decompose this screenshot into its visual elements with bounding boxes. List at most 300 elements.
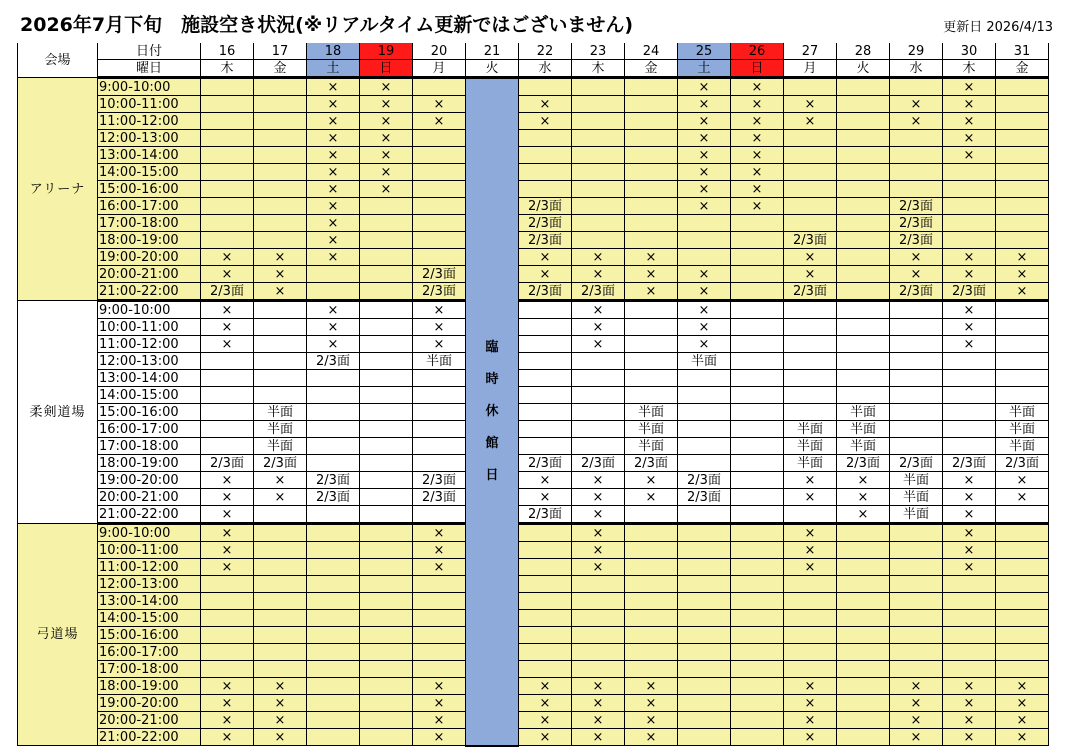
availability-cell <box>307 542 360 559</box>
day-weekday: 月 <box>413 60 466 78</box>
table-row <box>18 661 1049 678</box>
availability-cell <box>572 627 625 644</box>
availability-cell <box>996 215 1049 232</box>
day-weekday: 木 <box>943 60 996 78</box>
availability-cell <box>519 147 572 164</box>
availability-cell: × <box>572 266 625 283</box>
availability-cell: × <box>678 301 731 319</box>
availability-cell <box>784 198 837 215</box>
availability-cell: × <box>996 678 1049 695</box>
availability-cell: 半面 <box>625 404 678 421</box>
availability-cell <box>572 232 625 249</box>
availability-cell <box>572 215 625 232</box>
availability-cell <box>784 627 837 644</box>
availability-cell <box>731 627 784 644</box>
availability-cell: × <box>625 712 678 729</box>
time-slot: 10:00-11:00 <box>98 319 201 336</box>
availability-cell <box>784 319 837 336</box>
availability-cell: 2/3面 <box>307 472 360 489</box>
availability-cell <box>413 421 466 438</box>
availability-cell <box>201 78 254 96</box>
availability-cell <box>519 387 572 404</box>
availability-cell: × <box>519 695 572 712</box>
day-date: 20 <box>413 43 466 60</box>
availability-cell: 2/3面 <box>413 472 466 489</box>
availability-cell <box>678 729 731 746</box>
day-weekday: 月 <box>784 60 837 78</box>
time-slot: 9:00-10:00 <box>98 78 201 96</box>
availability-cell: × <box>572 336 625 353</box>
time-slot: 13:00-14:00 <box>98 370 201 387</box>
availability-cell: 2/3面 <box>519 232 572 249</box>
time-slot: 15:00-16:00 <box>98 627 201 644</box>
closed-day-char: 休 <box>485 403 499 419</box>
availability-cell: × <box>413 524 466 542</box>
availability-cell: × <box>996 283 1049 301</box>
availability-cell <box>731 644 784 661</box>
availability-cell: × <box>572 712 625 729</box>
availability-cell <box>837 695 890 712</box>
availability-cell <box>413 438 466 455</box>
time-slot: 14:00-15:00 <box>98 610 201 627</box>
availability-cell <box>254 147 307 164</box>
availability-cell <box>890 147 943 164</box>
availability-cell: 2/3面 <box>572 455 625 472</box>
availability-cell <box>413 215 466 232</box>
availability-cell <box>201 113 254 130</box>
availability-cell <box>890 593 943 610</box>
availability-cell: × <box>943 695 996 712</box>
availability-cell <box>413 576 466 593</box>
availability-cell: × <box>572 729 625 746</box>
availability-cell: × <box>572 301 625 319</box>
availability-cell <box>625 198 678 215</box>
availability-cell: × <box>519 472 572 489</box>
availability-cell <box>360 319 413 336</box>
availability-cell: × <box>943 542 996 559</box>
availability-cell: × <box>678 336 731 353</box>
availability-cell <box>731 695 784 712</box>
availability-cell <box>890 644 943 661</box>
availability-cell: × <box>254 489 307 506</box>
time-slot: 19:00-20:00 <box>98 249 201 266</box>
availability-cell <box>890 181 943 198</box>
day-weekday: 水 <box>519 60 572 78</box>
availability-cell <box>996 559 1049 576</box>
availability-cell: × <box>254 283 307 301</box>
availability-cell <box>784 506 837 524</box>
availability-cell <box>572 181 625 198</box>
table-row <box>18 421 1049 438</box>
availability-cell: × <box>784 678 837 695</box>
venue-header: 会場 <box>18 43 98 78</box>
availability-cell <box>784 404 837 421</box>
availability-cell: 2/3面 <box>784 283 837 301</box>
availability-cell <box>996 78 1049 96</box>
availability-cell <box>837 96 890 113</box>
availability-cell: × <box>784 712 837 729</box>
day-weekday: 金 <box>996 60 1049 78</box>
availability-cell: 半面 <box>254 404 307 421</box>
availability-cell <box>731 506 784 524</box>
availability-cell: × <box>307 215 360 232</box>
availability-cell <box>254 130 307 147</box>
availability-cell: 2/3面 <box>519 215 572 232</box>
day-weekday: 火 <box>837 60 890 78</box>
availability-cell <box>572 198 625 215</box>
availability-cell <box>996 387 1049 404</box>
availability-cell <box>360 489 413 506</box>
availability-cell: 2/3面 <box>837 455 890 472</box>
day-weekday: 土 <box>678 60 731 78</box>
availability-cell <box>784 387 837 404</box>
availability-cell: × <box>360 113 413 130</box>
availability-cell: × <box>784 729 837 746</box>
availability-cell <box>254 353 307 370</box>
availability-cell <box>625 78 678 96</box>
availability-cell <box>519 438 572 455</box>
availability-cell <box>731 559 784 576</box>
availability-cell <box>254 96 307 113</box>
availability-cell <box>784 576 837 593</box>
availability-cell <box>731 455 784 472</box>
availability-cell: × <box>413 678 466 695</box>
time-slot: 18:00-19:00 <box>98 232 201 249</box>
availability-cell <box>678 438 731 455</box>
availability-cell: 半面 <box>784 421 837 438</box>
availability-cell <box>413 387 466 404</box>
availability-cell <box>254 593 307 610</box>
availability-cell: × <box>254 695 307 712</box>
availability-cell <box>784 130 837 147</box>
availability-cell <box>784 147 837 164</box>
availability-cell <box>837 370 890 387</box>
availability-cell <box>201 593 254 610</box>
availability-cell <box>784 181 837 198</box>
availability-cell <box>996 661 1049 678</box>
availability-cell: × <box>996 489 1049 506</box>
availability-cell <box>996 506 1049 524</box>
availability-cell <box>784 301 837 319</box>
availability-cell: × <box>307 164 360 181</box>
availability-cell: × <box>943 130 996 147</box>
availability-cell <box>731 232 784 249</box>
availability-cell <box>731 387 784 404</box>
availability-cell <box>360 370 413 387</box>
availability-cell <box>307 421 360 438</box>
availability-cell: 2/3面 <box>943 283 996 301</box>
availability-cell <box>360 249 413 266</box>
availability-cell: × <box>413 559 466 576</box>
availability-cell <box>519 301 572 319</box>
availability-cell <box>360 215 413 232</box>
availability-cell: × <box>519 113 572 130</box>
availability-cell <box>201 181 254 198</box>
availability-cell <box>784 610 837 627</box>
page-title: 2026年7月下旬 施設空き状況(※リアルタイム更新ではございません) <box>20 14 634 36</box>
availability-cell <box>572 421 625 438</box>
time-slot: 18:00-19:00 <box>98 455 201 472</box>
availability-cell: × <box>201 266 254 283</box>
time-slot: 10:00-11:00 <box>98 96 201 113</box>
availability-cell <box>625 215 678 232</box>
table-row <box>18 627 1049 644</box>
availability-cell <box>837 283 890 301</box>
availability-cell <box>837 164 890 181</box>
availability-cell <box>254 215 307 232</box>
availability-cell <box>519 164 572 181</box>
availability-cell <box>625 610 678 627</box>
availability-cell <box>943 353 996 370</box>
availability-cell <box>625 336 678 353</box>
table-row <box>18 78 1049 96</box>
availability-cell <box>678 232 731 249</box>
availability-cell: 2/3面 <box>890 232 943 249</box>
availability-cell <box>307 576 360 593</box>
availability-cell: 2/3面 <box>890 283 943 301</box>
availability-cell: 半面 <box>625 438 678 455</box>
availability-cell <box>731 712 784 729</box>
availability-cell <box>731 542 784 559</box>
availability-cell <box>201 370 254 387</box>
availability-cell: × <box>943 729 996 746</box>
availability-cell <box>254 232 307 249</box>
availability-cell: × <box>625 472 678 489</box>
availability-cell: × <box>307 336 360 353</box>
day-date: 18 <box>307 43 360 60</box>
availability-cell <box>890 301 943 319</box>
availability-cell <box>360 542 413 559</box>
availability-cell <box>360 353 413 370</box>
availability-cell <box>201 387 254 404</box>
availability-cell <box>837 130 890 147</box>
availability-cell <box>307 404 360 421</box>
availability-cell <box>837 542 890 559</box>
availability-cell <box>254 524 307 542</box>
availability-cell: 半面 <box>837 404 890 421</box>
availability-cell: × <box>996 249 1049 266</box>
availability-cell <box>201 215 254 232</box>
availability-cell <box>731 336 784 353</box>
availability-cell <box>678 404 731 421</box>
availability-cell <box>519 404 572 421</box>
availability-cell: × <box>784 559 837 576</box>
availability-cell: × <box>784 695 837 712</box>
day-weekday: 日 <box>360 60 413 78</box>
availability-cell <box>254 661 307 678</box>
time-slot: 10:00-11:00 <box>98 542 201 559</box>
availability-cell <box>307 678 360 695</box>
availability-cell <box>201 353 254 370</box>
table-row <box>18 283 1049 301</box>
availability-cell: × <box>201 249 254 266</box>
availability-cell <box>625 301 678 319</box>
availability-cell: 2/3面 <box>572 283 625 301</box>
availability-cell: × <box>678 164 731 181</box>
availability-cell <box>996 198 1049 215</box>
availability-cell: × <box>307 113 360 130</box>
availability-cell <box>943 576 996 593</box>
availability-cell: 2/3面 <box>784 232 837 249</box>
availability-cell <box>943 164 996 181</box>
availability-cell <box>201 404 254 421</box>
availability-cell: × <box>784 96 837 113</box>
availability-cell: × <box>201 301 254 319</box>
availability-cell <box>519 421 572 438</box>
availability-cell <box>996 96 1049 113</box>
availability-cell <box>996 130 1049 147</box>
time-slot: 13:00-14:00 <box>98 593 201 610</box>
availability-cell <box>678 387 731 404</box>
availability-cell <box>360 387 413 404</box>
availability-cell <box>731 249 784 266</box>
availability-cell: × <box>307 301 360 319</box>
availability-cell: × <box>201 472 254 489</box>
availability-cell <box>254 576 307 593</box>
time-slot: 9:00-10:00 <box>98 301 201 319</box>
availability-cell <box>731 301 784 319</box>
availability-cell <box>943 610 996 627</box>
availability-cell: 半面 <box>996 438 1049 455</box>
availability-cell <box>731 438 784 455</box>
availability-cell <box>254 78 307 96</box>
availability-cell: × <box>254 678 307 695</box>
closed-day-column <box>466 78 519 746</box>
availability-cell <box>678 678 731 695</box>
availability-cell <box>519 130 572 147</box>
table-row <box>18 130 1049 147</box>
availability-cell: 2/3面 <box>201 455 254 472</box>
availability-cell: × <box>307 319 360 336</box>
availability-cell: × <box>731 96 784 113</box>
availability-cell <box>254 644 307 661</box>
closed-day-char: 時 <box>485 371 499 387</box>
availability-cell <box>360 198 413 215</box>
availability-cell <box>625 542 678 559</box>
availability-cell <box>837 729 890 746</box>
availability-cell: × <box>413 301 466 319</box>
availability-cell: × <box>360 181 413 198</box>
availability-cell <box>784 78 837 96</box>
table-row <box>18 610 1049 627</box>
availability-cell: 2/3面 <box>413 283 466 301</box>
availability-cell: 2/3面 <box>519 455 572 472</box>
day-date: 22 <box>519 43 572 60</box>
table-row <box>18 524 1049 542</box>
day-date: 30 <box>943 43 996 60</box>
availability-cell: × <box>731 78 784 96</box>
availability-cell <box>254 387 307 404</box>
availability-cell: × <box>678 78 731 96</box>
time-slot: 11:00-12:00 <box>98 559 201 576</box>
availability-cell <box>943 232 996 249</box>
availability-cell <box>890 130 943 147</box>
availability-cell <box>731 661 784 678</box>
time-slot: 21:00-22:00 <box>98 506 201 524</box>
availability-cell <box>890 576 943 593</box>
availability-cell: × <box>678 130 731 147</box>
table-row <box>18 729 1049 746</box>
availability-cell: × <box>572 506 625 524</box>
availability-cell <box>519 593 572 610</box>
availability-cell <box>254 336 307 353</box>
availability-cell <box>837 319 890 336</box>
availability-cell <box>625 370 678 387</box>
availability-cell: × <box>943 266 996 283</box>
availability-cell: × <box>254 729 307 746</box>
availability-cell <box>413 370 466 387</box>
availability-cell: × <box>625 266 678 283</box>
table-row <box>18 181 1049 198</box>
availability-cell <box>307 712 360 729</box>
availability-cell <box>731 472 784 489</box>
weekday-header: 曜日 <box>98 60 201 78</box>
day-weekday: 日 <box>731 60 784 78</box>
availability-cell: × <box>784 472 837 489</box>
table-body <box>18 43 1049 746</box>
availability-cell <box>360 661 413 678</box>
table-row <box>18 96 1049 113</box>
time-slot: 12:00-13:00 <box>98 576 201 593</box>
day-date: 24 <box>625 43 678 60</box>
table-row <box>18 387 1049 404</box>
availability-cell: × <box>307 181 360 198</box>
table-row <box>18 438 1049 455</box>
availability-cell <box>625 353 678 370</box>
availability-cell <box>890 627 943 644</box>
availability-cell <box>519 353 572 370</box>
availability-cell <box>678 593 731 610</box>
availability-cell: × <box>943 249 996 266</box>
availability-cell: × <box>572 472 625 489</box>
time-slot: 20:00-21:00 <box>98 712 201 729</box>
time-slot: 19:00-20:00 <box>98 472 201 489</box>
availability-cell: × <box>307 96 360 113</box>
availability-cell <box>837 336 890 353</box>
time-slot: 12:00-13:00 <box>98 353 201 370</box>
availability-cell: × <box>784 542 837 559</box>
availability-cell <box>943 181 996 198</box>
availability-cell <box>201 610 254 627</box>
availability-cell <box>731 319 784 336</box>
availability-cell <box>678 506 731 524</box>
availability-cell <box>625 506 678 524</box>
day-date: 23 <box>572 43 625 60</box>
availability-cell <box>837 644 890 661</box>
availability-cell <box>307 593 360 610</box>
availability-cell <box>678 215 731 232</box>
time-slot: 15:00-16:00 <box>98 181 201 198</box>
availability-cell <box>837 353 890 370</box>
availability-cell <box>360 712 413 729</box>
availability-cell: 2/3面 <box>201 283 254 301</box>
availability-cell <box>996 319 1049 336</box>
time-slot: 16:00-17:00 <box>98 644 201 661</box>
availability-cell <box>996 610 1049 627</box>
availability-cell <box>360 266 413 283</box>
availability-cell <box>360 524 413 542</box>
availability-cell <box>837 593 890 610</box>
availability-cell <box>360 559 413 576</box>
availability-cell <box>307 695 360 712</box>
availability-cell: × <box>678 198 731 215</box>
availability-cell <box>360 627 413 644</box>
availability-cell <box>254 164 307 181</box>
time-slot: 17:00-18:00 <box>98 438 201 455</box>
availability-cell: × <box>784 113 837 130</box>
availability-cell: × <box>413 96 466 113</box>
availability-cell: × <box>784 249 837 266</box>
